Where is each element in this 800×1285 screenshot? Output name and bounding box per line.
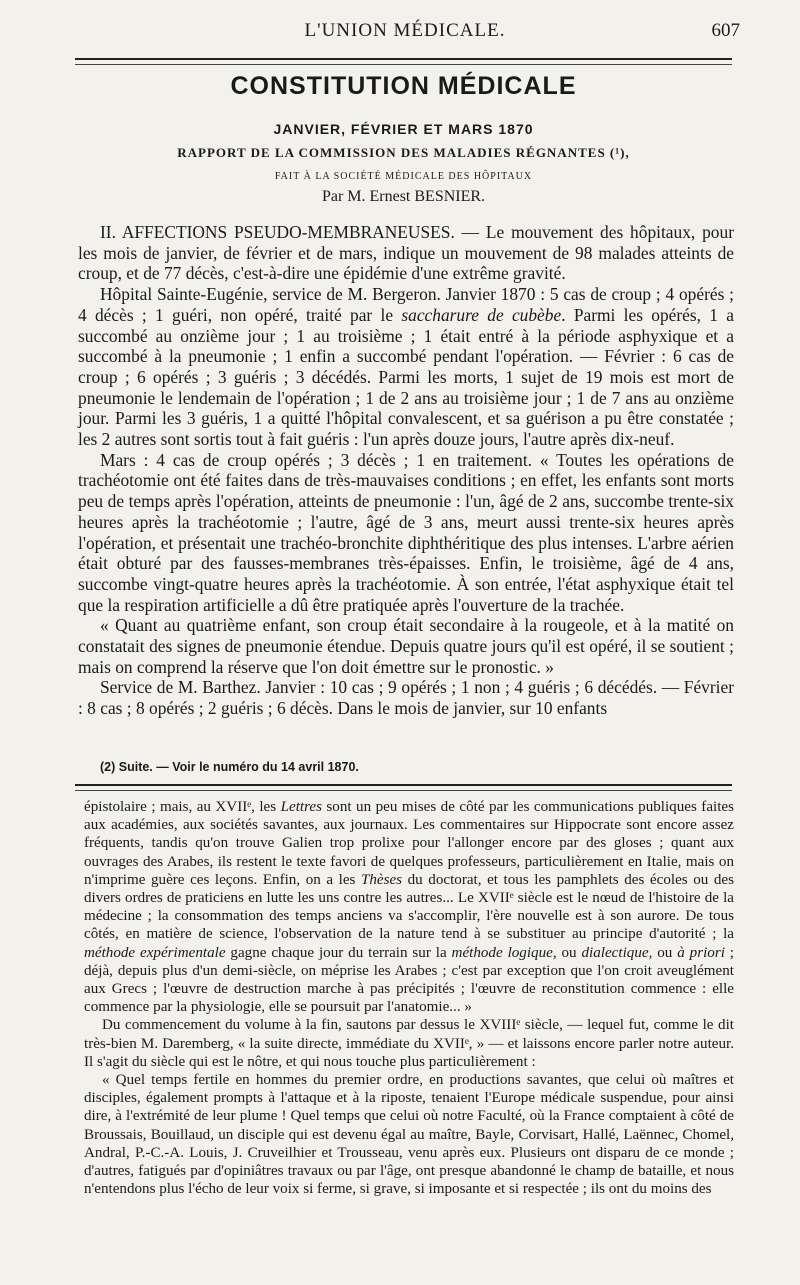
feuilleton-body	[84, 798, 734, 1198]
paragraph	[78, 284, 734, 450]
header-rule-thin	[75, 64, 732, 65]
paragraph-text: gagne chaque jour du terrain sur la	[225, 944, 452, 961]
paragraph	[78, 222, 734, 284]
paragraph-text: du doctorat, et tous les pamphlets des écoles ou des divers ordres de praticiens en lutte les uns contre les autres... Le XVIIᵉ siècle est le nœud de l'histoire de la médecine ; la consommation des temps anciens va s'accomplir, l'ère nouvelle est à son aurore. De tous côtés, en matière de science, l'observation de la nature tend à se substituer au principe d'autorité ; la	[84, 871, 734, 943]
italic-term: Lettres	[280, 799, 322, 815]
paragraph-text: . Parmi les opérés, 1 a succombé au onzième jour ; 1 au troisième ; 1 était entré à la période asphyxique et a succombé à la pneumonie ; 1 enfin a succombé pendant l'opération. — Février : 6 cas de croup ; 6 opérés ; 3 guéris ; 3 décédés. Parmi les morts, 1 sujet de 19 mois est mort de pneumonie le lendemain de l'opération ; 1 de 2 ans au troisième jour ; 1 de 7 ans au onzième jour. Parmi les 3 guéris, 1 a quitté l'hôpital convalescent, et sa guérison a pu être constatée ; les 2 autres sont sortis tout à fait guéris : l'un après douze jours, l'autre après dix-neuf.	[78, 304, 735, 450]
article-title: CONSTITUTION MÉDICALE	[230, 72, 577, 100]
paragraph-text: sont un peu mises de côté par les communications publiques faites aux académies, aux sociétés savantes, aux journaux. Les commentaires sur Hippocrate sont encore assez fréquents, tandis qu'on trouve Galien trop prolixe pour l'allonger encore par des gloses ; quant aux ouvrages des Arabes, ils restent le texte favori de quelques professeurs, particulièrement en Italie, mais on n'imprime guère ces leçons. Enfin, on a les	[84, 799, 734, 888]
report-line: RAPPORT DE LA COMMISSION DES MALADIES RÉGNANTES (¹),	[177, 145, 630, 160]
running-head	[70, 18, 740, 46]
article-date: JANVIER, FÉVRIER ET MARS 1870	[273, 121, 534, 137]
paragraph-text: — Le mouvement des hôpitaux, pour les mois de janvier, de février et de mars, indique un mouvement de 98 malades atteints de croup, et de 77 décès, c'est-à-dire une épidémie d'une extrême gravité.	[78, 222, 734, 284]
article-title-block	[75, 72, 732, 206]
paragraph-text: , ou	[648, 944, 678, 961]
running-title: L'UNION MÉDICALE.	[304, 20, 506, 41]
italic-term: saccharure de cubèbe	[401, 304, 562, 325]
italic-term: méthode expérimentale	[84, 944, 226, 961]
italic-term: Thèses	[360, 871, 403, 888]
header-rule	[75, 58, 732, 60]
paragraph: Du commencement du volume à la fin, sautons par dessus le XVIIIᵉ siècle, — lequel fut, comme le dit très-bien M. Daremberg, « la suite directe, immédiate du XVIIᵉ, » — et laissons encore parler notre auteur. Il s'agit du siècle qui est le nôtre, et qui nous touche plus particulièrement :	[84, 1017, 734, 1070]
feuilleton-rule-thin	[75, 790, 732, 791]
italic-term: dialectique	[581, 944, 649, 961]
paragraph-text: , ou	[552, 944, 582, 961]
paragraph: « Quel temps fertile en hommes du premier ordre, en productions savantes, que celui où maîtres et disciples, également prompts à l'attaque et à la riposte, tenaient l'Europe médicale suspendue, pour ainsi dire, à l'extrémité de leur plume ! Quel temps que celui où notre Faculté, où la France comptaient à côté de Broussais, Bouillaud, un disciple qui est devenu égal au maître, Bayle, Corvisart, Hallé, Laënnec, Chomel, Andral, P.-C.-A. Louis, J. Cruveilhier et Trousseau, venu après eux. Plusieurs ont disparu de ce monde ; d'autres, fatigués par d'opiniâtres travaux ou par l'âge, ont presque abandonné le champ de bataille, et nous n'entendons plus l'écho de leur voix si ferme, si grave, si imposante et si respectée ; ils ont du moins des	[84, 1072, 734, 1198]
footnote: (2) Suite. — Voir le numéro du 14 avril 1870.	[100, 760, 359, 774]
italic-term: à priori	[677, 944, 725, 961]
society-line: FAIT À LA SOCIÉTÉ MÉDICALE DES HÔPITAUX	[274, 171, 533, 182]
paragraph-text: Hôpital Sainte-Eugénie, service de M. Bergeron. Janvier 1870 : 5 cas de croup ; 4 opérés ; 4 décès ; 1 guéri, non opéré, traité par le	[78, 284, 734, 325]
paragraph	[84, 798, 734, 1016]
article-body	[78, 222, 734, 719]
author-line: Par M. Ernest BESNIER.	[321, 188, 486, 205]
italic-term: méthode logique	[451, 944, 553, 961]
paragraph: Service de M. Barthez. Janvier : 10 cas ; 9 opérés ; 1 non ; 4 guéris ; 6 décédés. — Février : 8 cas ; 8 opérés ; 2 guéris ; 6 décès. Dans le mois de janvier, sur 10 enfants	[78, 677, 734, 719]
paragraph-text: ; déjà, depuis plus d'un demi-siècle, on méprise les Arabes ; c'est par exception que l'on croit aveuglément aux Grecs ; l'œuvre de destruction marche à pas précipités ; l'œuvre de reconstitution commence : elle commence par la physiologie, elle se poursuit par l'anatomie... »	[84, 944, 734, 1016]
feuilleton-rule	[75, 784, 732, 786]
page-number: 607	[711, 20, 740, 41]
section-heading: II. AFFECTIONS PSEUDO-MEMBRANEUSES.	[100, 222, 455, 242]
paragraph: Mars : 4 cas de croup opérés ; 3 décès ; 1 en traitement. « Toutes les opérations de trachéotomie ont été faites dans de très-mauvaises conditions ; en effet, les enfants sont morts peu de temps après l'opération, atteints de pneumonie : l'un, âgé de 2 ans, succombe trente-six heures après la trachéotomie ; l'autre, âgé de 3 ans, meurt aussi trente-six heures après l'opération, et présentait une trachéo-bronchite diphthéritique des plus intenses. L'arbre aérien était obturé par des fausses-membranes très-épaisses. Enfin, le troisième, âgé de 4 ans, succombe vingt-quatre heures après la trachéotomie. À son entrée, l'état asphyxique était tel que la respiration artificielle a dû être pratiquée après l'ouverture de la trachée.	[78, 449, 734, 615]
paragraph: « Quant au quatrième enfant, son croup était secondaire à la rougeole, et à la matité on constatait des signes de pneumonie étendue. Depuis quatre jours qu'il est opéré, il se soutient ; mais on comprend la réserve que l'on doit émettre sur le pronostic. »	[78, 615, 734, 677]
paragraph-text: épistolaire ; mais, au XVIIᵉ, les	[84, 799, 281, 815]
